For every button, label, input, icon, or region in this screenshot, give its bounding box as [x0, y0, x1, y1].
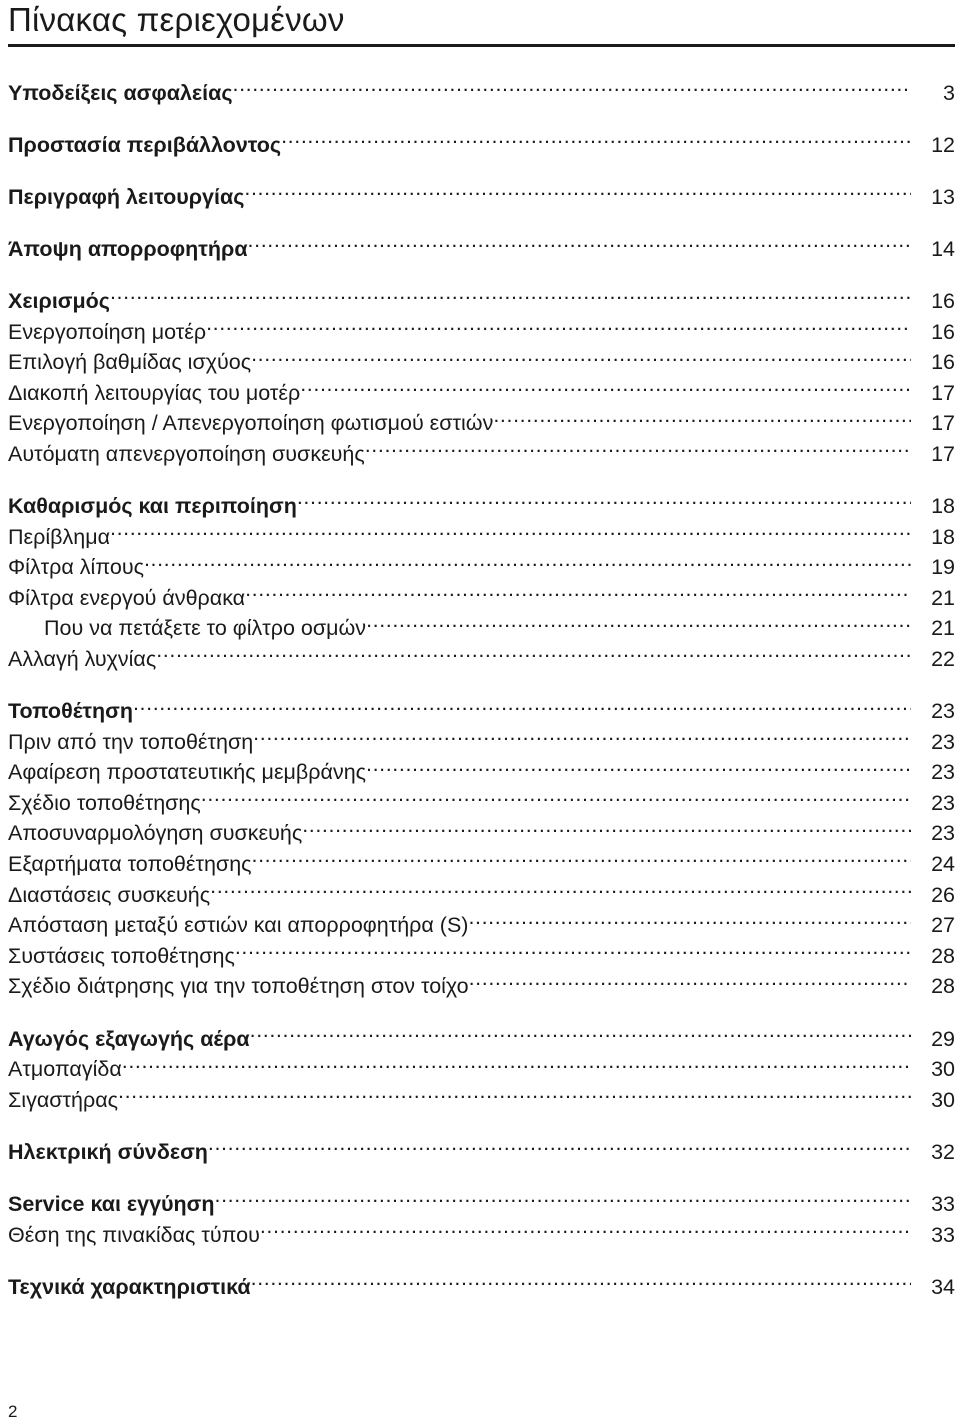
toc-entry-page: 19: [931, 555, 955, 580]
dot-leader: [366, 605, 911, 636]
toc-entry-page: 28: [931, 974, 955, 999]
toc-entry-page: 16: [931, 288, 955, 313]
toc-entry-label: Απόσταση μεταξύ εστιών και απορροφητήρα (S): [8, 913, 469, 938]
toc-entry-label: Προστασία περιβάλλοντος: [8, 132, 282, 157]
toc-entry-label: Διακοπή λειτουργίας του μοτέρ: [8, 380, 301, 405]
dot-leader: [253, 718, 911, 749]
toc-entry-label: Αποσυναρμολόγηση συσκευής: [8, 821, 303, 846]
toc-entry-page: 17: [931, 441, 955, 466]
dot-leader: [110, 513, 911, 544]
toc-entry-label: Αυτόματη απενεργοποίηση συσκευής: [8, 441, 365, 466]
toc-entry[interactable]: [8, 574, 955, 610]
toc-entry-label: Αγωγός εξαγωγής αέρα: [8, 1026, 250, 1051]
toc-entry-page: 17: [931, 380, 955, 405]
title-divider: [8, 44, 955, 47]
toc-entry-page: 14: [931, 236, 955, 261]
toc-entry-page: 32: [931, 1139, 955, 1164]
toc-entry[interactable]: [8, 1046, 955, 1082]
dot-leader: [156, 635, 911, 666]
toc-entry-page: 16: [931, 350, 955, 375]
toc-entry-page: 23: [931, 790, 955, 815]
dot-leader: [208, 1128, 911, 1159]
dot-leader: [144, 544, 911, 575]
toc-entry-label: Φίλτρα λίπους: [8, 555, 144, 580]
toc-entry-label: Αλλαγή λυχνίας: [8, 647, 157, 671]
toc-entry-label: Άποψη απορροφητήρα: [8, 236, 248, 261]
toc-entry-label: Εξαρτήματα τοποθέτησης: [8, 852, 252, 877]
toc-entry[interactable]: [8, 308, 955, 344]
toc-entry[interactable]: [8, 277, 955, 313]
toc-entry-page: 23: [931, 760, 955, 785]
dot-leader: [248, 225, 911, 256]
toc-entry[interactable]: [8, 69, 955, 105]
toc-entry-page: 24: [931, 852, 955, 877]
toc-entry-label: Τεχνικά χαρακτηριστικά: [8, 1274, 251, 1299]
dot-leader: [300, 369, 911, 400]
dot-leader: [215, 1180, 911, 1211]
toc-entry[interactable]: [8, 173, 955, 209]
dot-leader: [251, 1263, 911, 1294]
toc-entry-page: 21: [931, 585, 955, 610]
dot-leader: [122, 1046, 911, 1077]
dot-leader: [260, 1211, 911, 1242]
toc-entry-label: Ενεργοποίηση / Απενεργοποίηση φωτισμού εστιών: [8, 411, 494, 436]
toc-entry-label: Σχέδιο διάτρησης για την τοποθέτηση στον τοίχο: [8, 974, 469, 999]
toc-entry-label: Επιλογή βαθμίδας ισχύος: [8, 350, 252, 375]
toc-entry[interactable]: [8, 688, 955, 724]
toc-entry-label: Πριν από την τοποθέτηση: [8, 729, 254, 754]
toc-entry[interactable]: [8, 1128, 955, 1164]
toc-entry-page: 27: [931, 913, 955, 938]
toc-entry-label: Χειρισμός: [8, 288, 110, 313]
toc-entry-page: 23: [931, 729, 955, 754]
dot-leader: [252, 840, 911, 871]
toc-entry-page: 18: [931, 524, 955, 549]
dot-leader: [297, 482, 911, 513]
toc-entry-page: 28: [931, 943, 955, 968]
toc-entry-label: Σιγαστήρας: [8, 1087, 118, 1112]
toc-entry-page: 34: [931, 1274, 955, 1299]
toc-entry[interactable]: [8, 1180, 955, 1216]
toc-entry-page: 30: [931, 1087, 955, 1112]
dot-leader: [302, 810, 911, 841]
toc-entry-page: 33: [931, 1222, 955, 1247]
dot-leader: [250, 1015, 911, 1046]
dot-leader: [133, 688, 911, 719]
toc-entry[interactable]: [8, 121, 955, 157]
toc-entry-label: Φίλτρα ενεργού άνθρακα: [8, 585, 246, 610]
toc-entry[interactable]: [8, 225, 955, 261]
toc-entry-page: 17: [931, 411, 955, 436]
toc-entry-page: 33: [931, 1191, 955, 1216]
toc-entry[interactable]: [8, 718, 955, 754]
toc-entry[interactable]: [8, 1076, 955, 1112]
toc-entry-page: 12: [931, 132, 955, 157]
toc-entry-label: Ενεργοποίηση μοτέρ: [8, 319, 207, 344]
page-number: 2: [8, 1402, 18, 1421]
dot-leader: [366, 749, 911, 780]
dot-leader: [206, 308, 911, 339]
dot-leader: [251, 339, 911, 370]
toc-entry-label: Τοποθέτηση: [8, 699, 133, 724]
toc-entry-label: Ατμοπαγίδα: [8, 1057, 122, 1082]
toc-entry-label: Θέση της πινακίδας τύπου: [8, 1222, 260, 1247]
toc-entry[interactable]: [8, 1263, 955, 1299]
toc-entry[interactable]: [8, 513, 955, 549]
toc-entry-page: 18: [931, 494, 955, 519]
dot-leader: [110, 277, 911, 308]
toc-entry-page: 3: [943, 80, 955, 105]
dot-leader: [235, 932, 911, 963]
dot-leader: [118, 1076, 911, 1107]
toc-entry-label: Περιγραφή λειτουργίας: [8, 184, 245, 209]
toc-entry-label: Καθαρισμός και περιποίηση: [8, 494, 297, 519]
toc-entry-page: 23: [931, 821, 955, 846]
toc-entry-page: 16: [931, 319, 955, 344]
toc-entry-label: Συστάσεις τοποθέτησης: [8, 943, 235, 968]
dot-leader: [493, 400, 911, 431]
toc-entry-label: Σχέδιο τοποθέτησης: [8, 790, 201, 815]
toc-entry-label: Περίβλημα: [8, 524, 111, 549]
toc-entry-label: Ηλεκτρική σύνδεση: [8, 1139, 208, 1164]
toc-entry-label: Διαστάσεις συσκευής: [8, 882, 211, 907]
toc-entry-page: 21: [931, 616, 955, 641]
toc-entry-page: 13: [931, 184, 955, 209]
dot-leader: [233, 69, 911, 100]
dot-leader: [201, 779, 911, 810]
toc-entry-label: Που να πετάξετε το φίλτρο οσμών: [44, 616, 367, 641]
toc-entry-page: 22: [931, 647, 955, 671]
dot-leader: [468, 902, 911, 933]
toc-entry-label: Service και εγγύηση: [8, 1191, 215, 1216]
dot-leader: [244, 173, 911, 204]
dot-leader: [469, 963, 911, 994]
page-title: Πίνακας περιεχομένων: [8, 1, 345, 38]
dot-leader: [365, 430, 911, 461]
toc-entry[interactable]: [8, 544, 955, 580]
dot-leader: [281, 121, 911, 152]
toc-entry-page: 29: [931, 1026, 955, 1051]
dot-leader: [210, 871, 911, 902]
dot-leader: [245, 574, 911, 605]
toc-entry[interactable]: [8, 482, 955, 519]
toc-entry[interactable]: [8, 1015, 955, 1051]
table-of-contents: [8, 69, 955, 1299]
toc-entry-page: 23: [931, 699, 955, 724]
toc-entry-label: Υποδείξεις ασφαλείας: [8, 80, 233, 105]
toc-entry-page: 30: [931, 1057, 955, 1082]
toc-entry-page: 26: [931, 882, 955, 907]
toc-entry-label: Αφαίρεση προστατευτικής μεμβράνης: [8, 760, 367, 785]
